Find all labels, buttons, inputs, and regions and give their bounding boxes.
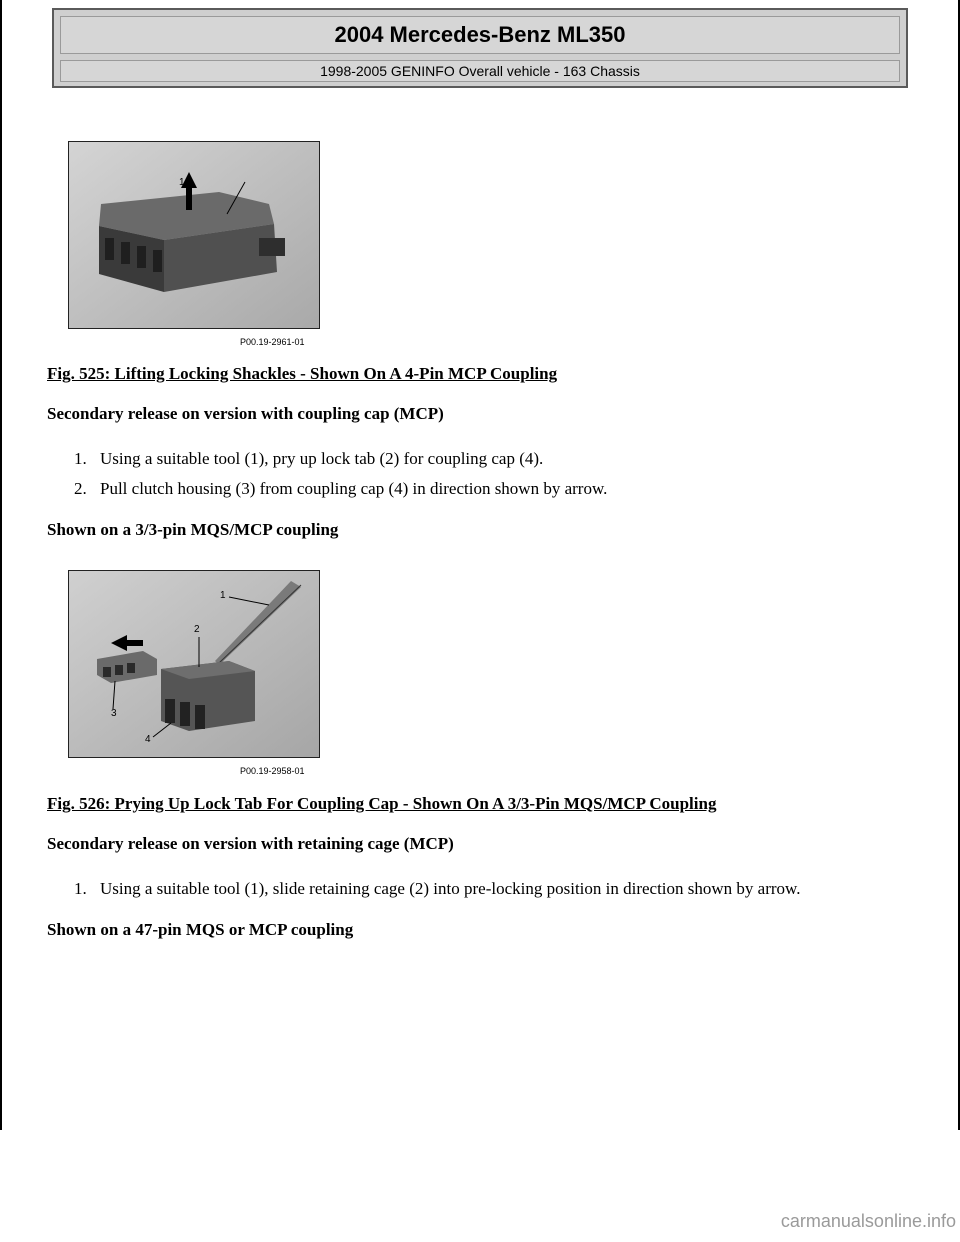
step-2-coupling-cap <box>74 479 607 499</box>
figure-526-code: P00.19-2958-01 <box>240 766 305 776</box>
step-text: Using a suitable tool (1), slide retaining cage (2) into pre-locking position in direction shown by arrow. <box>100 879 801 898</box>
step-text: Using a suitable tool (1), pry up lock tab (2) for coupling cap (4). <box>100 449 544 468</box>
figure-526-callout-3: 3 <box>111 708 117 719</box>
step-number: 1. <box>74 449 87 468</box>
figure-526-callout-2: 2 <box>194 624 200 635</box>
figure-526-caption: Fig. 526: Prying Up Lock Tab For Coupling Cap - Shown On A 3/3-Pin MQS/MCP Coupling <box>47 794 717 813</box>
connector-4pin-illustration <box>69 142 319 328</box>
figure-525-image <box>68 141 320 329</box>
step-1-coupling-cap <box>74 449 543 469</box>
step-number: 2. <box>74 479 87 498</box>
header-title-box <box>60 16 900 54</box>
step-text: Pull clutch housing (3) from coupling cap (4) in direction shown by arrow. <box>100 479 608 498</box>
header-subtitle: 1998-2005 GENINFO Overall vehicle - 163 Chassis <box>320 63 640 79</box>
header-title: 2004 Mercedes-Benz ML350 <box>334 22 626 47</box>
section-retaining-cage-heading: Secondary release on version with retaining cage (MCP) <box>47 834 454 853</box>
figure-526-callout-4: 4 <box>145 734 151 745</box>
note-47-pin: Shown on a 47-pin MQS or MCP coupling <box>47 920 354 939</box>
document-header <box>52 8 908 88</box>
section-coupling-cap-heading: Secondary release on version with coupling cap (MCP) <box>47 404 444 423</box>
figure-526-callout-1: 1 <box>220 590 226 601</box>
figure-526-image <box>68 570 320 758</box>
step-number: 1. <box>74 879 87 898</box>
connector-3pin-illustration <box>69 571 319 757</box>
figure-525-code: P00.19-2961-01 <box>240 337 305 347</box>
step-1-retaining-cage <box>74 879 800 899</box>
header-subtitle-box <box>60 60 900 82</box>
figure-525-caption: Fig. 525: Lifting Locking Shackles - Shown On A 4-Pin MCP Coupling <box>47 364 558 383</box>
note-3-3-pin: Shown on a 3/3-pin MQS/MCP coupling <box>47 520 339 539</box>
page-border-left <box>0 0 2 1130</box>
figure-525-callout-1: 1 <box>179 177 185 188</box>
footer-watermark[interactable]: carmanualsonline.info <box>780 1211 956 1231</box>
